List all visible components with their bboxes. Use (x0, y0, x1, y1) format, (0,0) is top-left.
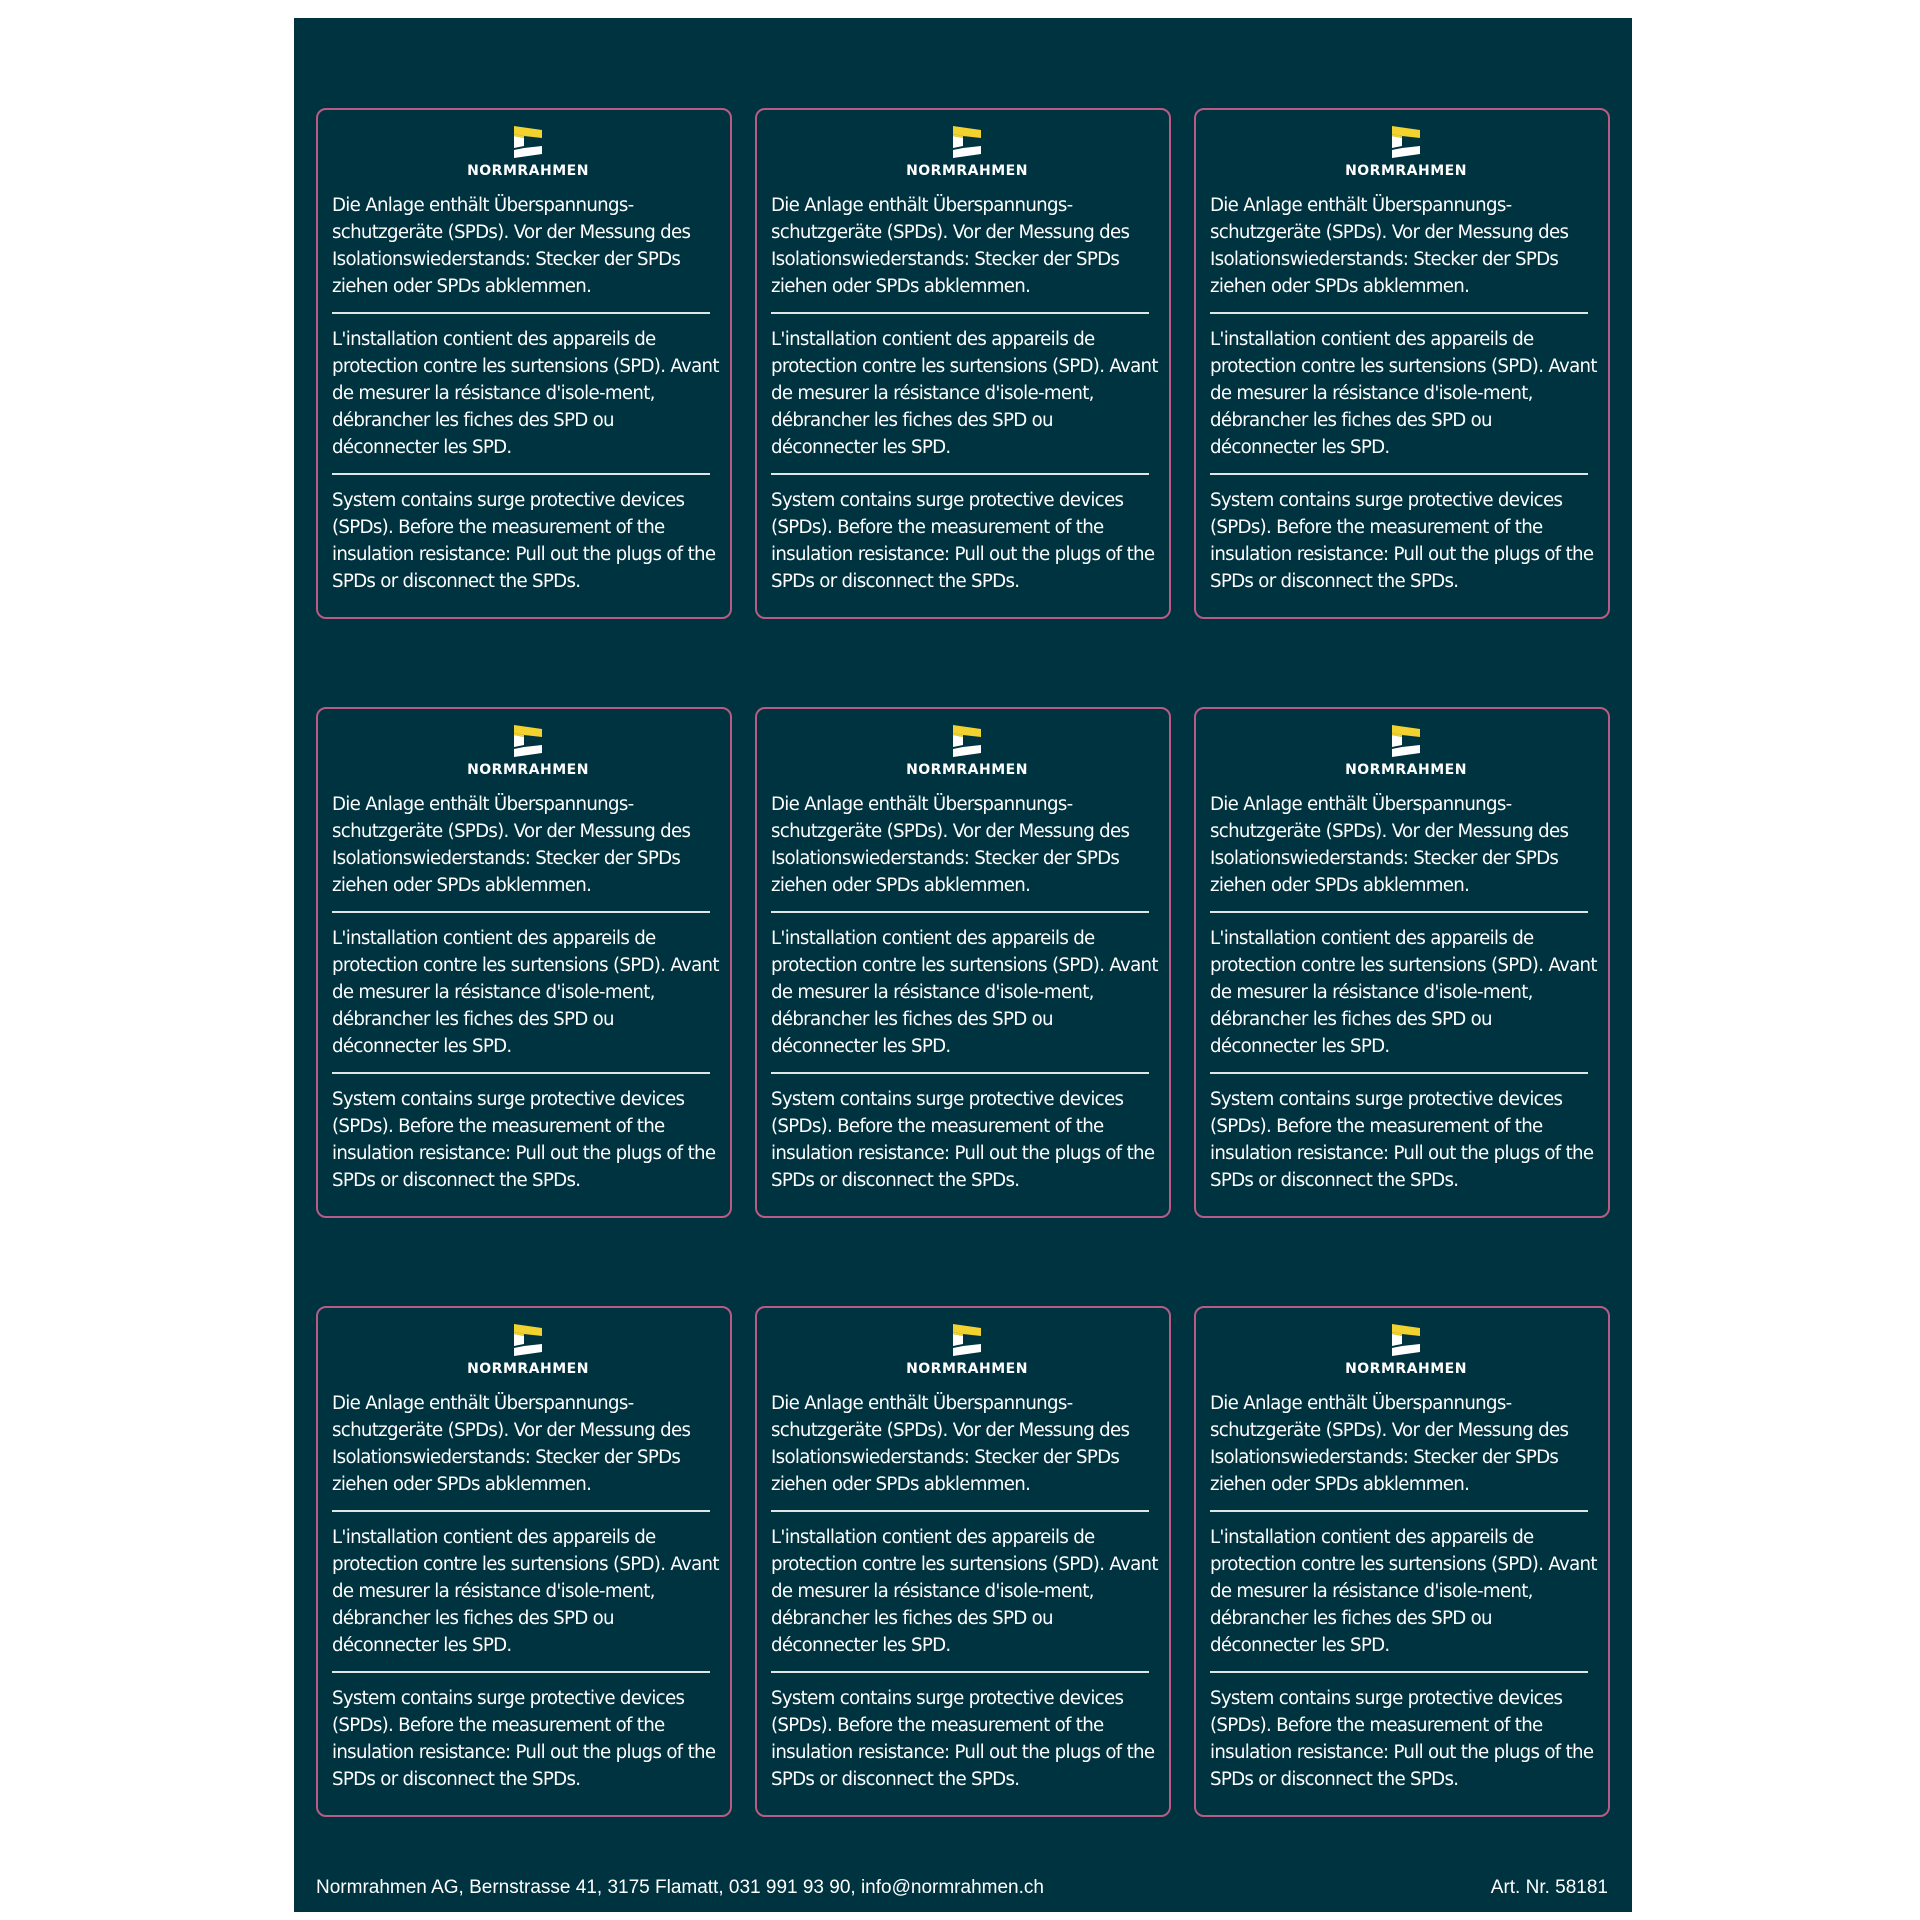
text-english: System contains surge protective devices (SPDs). Before the measurement of the insulation resistance: Pull out the plugs of the SPDs or disconnect the SPDs. (771, 1089, 1155, 1191)
brand-logo (332, 723, 724, 777)
sticker-label (1194, 707, 1610, 1218)
text-german: Die Anlage enthält Überspannungs-schutzgeräte (SPDs). Vor der Messung des Isolationswiederstands: Stecker der SPDs ziehen oder SPDs abklemmen. (771, 195, 1130, 297)
sheet-footer (316, 1876, 1608, 1900)
sticker-label (755, 1306, 1171, 1817)
text-french: L'installation contient des appareils de protection contre les surtensions (SPD). Avant de mesurer la résistance d'isole-ment, débrancher les fiches des SPD ou déconnecter les SPD. (1210, 329, 1597, 458)
text-german: Die Anlage enthält Überspannungs-schutzgeräte (SPDs). Vor der Messung des Isolationswiederstands: Stecker der SPDs ziehen oder SPDs abklemmen. (332, 794, 691, 896)
text-french: L'installation contient des appareils de protection contre les surtensions (SPD). Avant de mesurer la résistance d'isole-ment, débrancher les fiches des SPD ou déconnecter les SPD. (1210, 928, 1597, 1057)
text-french: L'installation contient des appareils de protection contre les surtensions (SPD). Avant de mesurer la résistance d'isole-ment, débrancher les fiches des SPD ou déconnecter les SPD. (771, 329, 1158, 458)
text-english: System contains surge protective devices (SPDs). Before the measurement of the insulation resistance: Pull out the plugs of the SPDs or disconnect the SPDs. (1210, 1688, 1594, 1790)
text-english: System contains surge protective devices (SPDs). Before the measurement of the insulation resistance: Pull out the plugs of the SPDs or disconnect the SPDs. (332, 1089, 716, 1191)
brand-name: NORMRAHMEN (906, 163, 1028, 179)
divider (332, 1510, 710, 1512)
text-french: L'installation contient des appareils de protection contre les surtensions (SPD). Avant de mesurer la résistance d'isole-ment, débrancher les fiches des SPD ou déconnecter les SPD. (771, 928, 1158, 1057)
normrahmen-logo-icon (510, 1322, 546, 1358)
brand-logo (332, 1322, 724, 1376)
text-german: Die Anlage enthält Überspannungs-schutzgeräte (SPDs). Vor der Messung des Isolationswiederstands: Stecker der SPDs ziehen oder SPDs abklemmen. (771, 1393, 1130, 1495)
text-french: L'installation contient des appareils de protection contre les surtensions (SPD). Avant de mesurer la résistance d'isole-ment, débrancher les fiches des SPD ou déconnecter les SPD. (1210, 1527, 1597, 1656)
sticker-label (316, 108, 732, 619)
sticker-label (1194, 108, 1610, 619)
divider (332, 1072, 710, 1074)
brand-logo (1210, 1322, 1602, 1376)
sticker-sheet (294, 18, 1632, 1912)
text-english: System contains surge protective devices (SPDs). Before the measurement of the insulation resistance: Pull out the plugs of the SPDs or disconnect the SPDs. (771, 490, 1155, 592)
divider (332, 473, 710, 475)
text-french: L'installation contient des appareils de protection contre les surtensions (SPD). Avant de mesurer la résistance d'isole-ment, débrancher les fiches des SPD ou déconnecter les SPD. (332, 329, 719, 458)
divider (1210, 911, 1588, 913)
brand-logo (1210, 124, 1602, 178)
divider (771, 312, 1149, 314)
brand-name: NORMRAHMEN (906, 1361, 1028, 1377)
sticker-label (755, 108, 1171, 619)
brand-logo (1210, 723, 1602, 777)
text-german: Die Anlage enthält Überspannungs-schutzgeräte (SPDs). Vor der Messung des Isolationswiederstands: Stecker der SPDs ziehen oder SPDs abklemmen. (332, 195, 691, 297)
text-german: Die Anlage enthält Überspannungs-schutzgeräte (SPDs). Vor der Messung des Isolationswiederstands: Stecker der SPDs ziehen oder SPDs abklemmen. (1210, 195, 1569, 297)
divider (771, 1510, 1149, 1512)
text-english: System contains surge protective devices (SPDs). Before the measurement of the insulation resistance: Pull out the plugs of the SPDs or disconnect the SPDs. (771, 1688, 1155, 1790)
article-number: Art. Nr. 58181 (1490, 1877, 1608, 1898)
normrahmen-logo-icon (1388, 723, 1424, 759)
divider (771, 1671, 1149, 1673)
text-french: L'installation contient des appareils de protection contre les surtensions (SPD). Avant de mesurer la résistance d'isole-ment, débrancher les fiches des SPD ou déconnecter les SPD. (771, 1527, 1158, 1656)
brand-name: NORMRAHMEN (1345, 1361, 1467, 1377)
brand-logo (771, 124, 1163, 178)
brand-name: NORMRAHMEN (467, 163, 589, 179)
text-french: L'installation contient des appareils de protection contre les surtensions (SPD). Avant de mesurer la résistance d'isole-ment, débrancher les fiches des SPD ou déconnecter les SPD. (332, 1527, 719, 1656)
brand-name: NORMRAHMEN (467, 762, 589, 778)
brand-name: NORMRAHMEN (1345, 163, 1467, 179)
divider (771, 911, 1149, 913)
text-german: Die Anlage enthält Überspannungs-schutzgeräte (SPDs). Vor der Messung des Isolationswiederstands: Stecker der SPDs ziehen oder SPDs abklemmen. (1210, 794, 1569, 896)
sticker-label (755, 707, 1171, 1218)
brand-logo (332, 124, 724, 178)
brand-name: NORMRAHMEN (467, 1361, 589, 1377)
text-german: Die Anlage enthält Überspannungs-schutzgeräte (SPDs). Vor der Messung des Isolationswiederstands: Stecker der SPDs ziehen oder SPDs abklemmen. (1210, 1393, 1569, 1495)
divider (1210, 473, 1588, 475)
brand-name: NORMRAHMEN (906, 762, 1028, 778)
normrahmen-logo-icon (1388, 124, 1424, 160)
text-german: Die Anlage enthält Überspannungs-schutzgeräte (SPDs). Vor der Messung des Isolationswiederstands: Stecker der SPDs ziehen oder SPDs abklemmen. (332, 1393, 691, 1495)
sticker-label (316, 1306, 732, 1817)
divider (771, 473, 1149, 475)
divider (332, 911, 710, 913)
brand-logo (771, 1322, 1163, 1376)
divider (1210, 1671, 1588, 1673)
company-address: Normrahmen AG, Bernstrasse 41, 3175 Flamatt, 031 991 93 90, info@normrahmen.ch (316, 1877, 1044, 1898)
brand-logo (771, 723, 1163, 777)
text-english: System contains surge protective devices (SPDs). Before the measurement of the insulation resistance: Pull out the plugs of the SPDs or disconnect the SPDs. (1210, 490, 1594, 592)
normrahmen-logo-icon (510, 723, 546, 759)
label-grid (316, 108, 1612, 1825)
normrahmen-logo-icon (510, 124, 546, 160)
text-english: System contains surge protective devices (SPDs). Before the measurement of the insulation resistance: Pull out the plugs of the SPDs or disconnect the SPDs. (332, 490, 716, 592)
divider (1210, 312, 1588, 314)
text-french: L'installation contient des appareils de protection contre les surtensions (SPD). Avant de mesurer la résistance d'isole-ment, débrancher les fiches des SPD ou déconnecter les SPD. (332, 928, 719, 1057)
divider (1210, 1072, 1588, 1074)
divider (1210, 1510, 1588, 1512)
brand-name: NORMRAHMEN (1345, 762, 1467, 778)
normrahmen-logo-icon (949, 723, 985, 759)
divider (332, 312, 710, 314)
divider (332, 1671, 710, 1673)
divider (771, 1072, 1149, 1074)
normrahmen-logo-icon (1388, 1322, 1424, 1358)
text-german: Die Anlage enthält Überspannungs-schutzgeräte (SPDs). Vor der Messung des Isolationswiederstands: Stecker der SPDs ziehen oder SPDs abklemmen. (771, 794, 1130, 896)
normrahmen-logo-icon (949, 124, 985, 160)
text-english: System contains surge protective devices (SPDs). Before the measurement of the insulation resistance: Pull out the plugs of the SPDs or disconnect the SPDs. (1210, 1089, 1594, 1191)
sticker-label (316, 707, 732, 1218)
normrahmen-logo-icon (949, 1322, 985, 1358)
text-english: System contains surge protective devices (SPDs). Before the measurement of the insulation resistance: Pull out the plugs of the SPDs or disconnect the SPDs. (332, 1688, 716, 1790)
sticker-label (1194, 1306, 1610, 1817)
